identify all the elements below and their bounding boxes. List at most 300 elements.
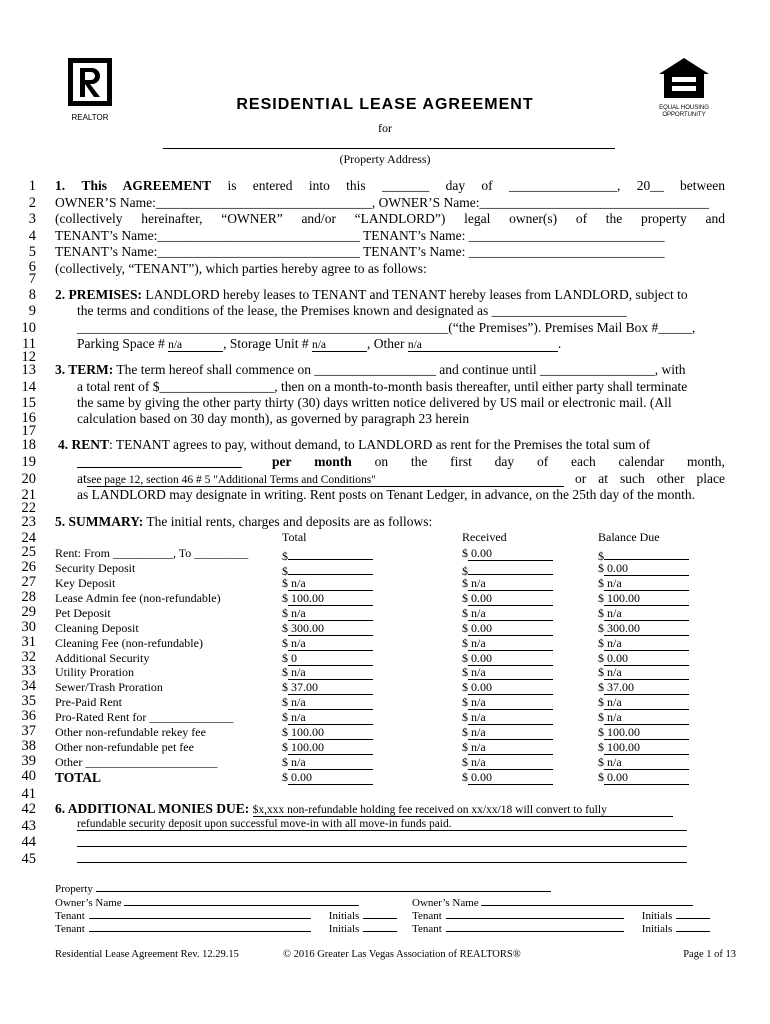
summary-total-value: 100.00 bbox=[288, 741, 373, 755]
other-value: n/a bbox=[407, 339, 422, 351]
summary-total-cell[interactable] bbox=[282, 740, 373, 755]
currency-symbol: $ bbox=[282, 621, 288, 635]
currency-symbol: $ bbox=[598, 755, 604, 769]
section2-line4: Parking Space # n/a , Storage Unit # n/a , Other n/a . bbox=[77, 336, 562, 351]
summary-received-cell[interactable] bbox=[462, 636, 553, 651]
line-number: 1 bbox=[28, 178, 36, 194]
currency-symbol: $ bbox=[462, 546, 468, 560]
line-number: 30 bbox=[21, 619, 36, 635]
summary-balance-cell[interactable] bbox=[598, 770, 689, 785]
summary-balance-value: 300.00 bbox=[604, 622, 689, 636]
section6-line1 bbox=[55, 801, 673, 817]
footer-tenant-row bbox=[412, 908, 710, 922]
parking-label: Parking Space # bbox=[77, 336, 165, 351]
section1-num: 1. bbox=[55, 178, 66, 193]
summary-received-value: 0.00 bbox=[468, 622, 553, 636]
summary-total-cell[interactable] bbox=[282, 651, 373, 666]
footer-initials-field[interactable] bbox=[676, 908, 710, 919]
footer-tenant-row bbox=[55, 908, 397, 922]
summary-row-label: Key Deposit bbox=[55, 576, 116, 590]
section4-l1-rest: : TENANT agrees to pay, without demand, to LANDLORD as rent for the Premises the total sum of bbox=[109, 437, 651, 452]
section4-line4: as LANDLORD may designate in writing. Rent posts on Tenant Ledger, in advance, on the 25th day of the month. bbox=[77, 487, 696, 502]
currency-symbol: $ bbox=[462, 576, 468, 590]
summary-balance-value: 37.00 bbox=[604, 681, 689, 695]
line-number: 8 bbox=[28, 287, 36, 303]
line-number: 10 bbox=[21, 320, 36, 336]
summary-balance-value: 0.00 bbox=[604, 771, 689, 785]
summary-row-label: Additional Security bbox=[55, 651, 150, 665]
summary-received-value: 0.00 bbox=[468, 592, 553, 606]
summary-row-label: Sewer/Trash Proration bbox=[55, 680, 163, 694]
summary-received-value: n/a bbox=[468, 607, 553, 621]
currency-symbol: $ bbox=[282, 576, 288, 590]
summary-row-label: Security Deposit bbox=[55, 561, 136, 575]
currency-symbol: $ bbox=[282, 680, 288, 694]
summary-balance-value: n/a bbox=[604, 756, 689, 770]
summary-received-cell[interactable] bbox=[462, 710, 553, 725]
summary-row-label: Cleaning Deposit bbox=[55, 621, 139, 635]
summary-received-cell[interactable] bbox=[462, 740, 553, 755]
line-number: 27 bbox=[21, 574, 36, 590]
summary-balance-cell[interactable] bbox=[598, 561, 689, 576]
footer-tenant-row bbox=[55, 921, 397, 935]
line-number: 28 bbox=[21, 589, 36, 605]
word-month: month bbox=[314, 454, 352, 469]
line-number: 21 bbox=[21, 487, 36, 503]
additional-monies-value-1: $x,xxx non-refundable holding fee received on xx/xx/18 will convert to fully bbox=[252, 804, 607, 816]
section5-line1 bbox=[55, 514, 432, 530]
footer-tenant-label: Tenant bbox=[55, 910, 85, 922]
summary-total-cell[interactable] bbox=[282, 621, 373, 636]
section1-line2[interactable]: OWNER’S Name:________________________________, OWNER’S Name:__________________________________ bbox=[55, 195, 709, 210]
currency-symbol: $ bbox=[598, 636, 604, 650]
summary-received-cell[interactable] bbox=[462, 651, 553, 666]
line-number: 37 bbox=[21, 723, 36, 739]
summary-total-cell[interactable] bbox=[282, 591, 373, 606]
summary-balance-cell[interactable] bbox=[598, 695, 689, 710]
summary-total-value: n/a bbox=[288, 607, 373, 621]
section3-l1-rest[interactable]: The term hereof shall commence on __________________ and continue until _________________, with bbox=[116, 362, 686, 377]
currency-symbol: $ bbox=[282, 591, 288, 605]
summary-received-value: n/a bbox=[468, 741, 553, 755]
summary-balance-cell[interactable] bbox=[598, 591, 689, 606]
currency-symbol: $ bbox=[462, 651, 468, 665]
parking-value: n/a bbox=[168, 339, 183, 351]
section1-line6: (collectively, “TENANT”), which parties hereby agree to as follows: bbox=[55, 261, 427, 276]
summary-row-label: Other non-refundable pet fee bbox=[55, 740, 194, 754]
line-number: 19 bbox=[21, 454, 36, 470]
word-on: on bbox=[374, 454, 389, 469]
summary-balance-cell[interactable] bbox=[598, 680, 689, 695]
currency-symbol: $ bbox=[598, 665, 604, 679]
property-address-label: (Property Address) bbox=[339, 152, 431, 166]
currency-symbol: $ bbox=[462, 710, 468, 724]
summary-balance-cell[interactable] bbox=[598, 576, 689, 591]
section2-l1-rest: LANDLORD hereby leases to TENANT and TENANT hereby leases from LANDLORD, subject to bbox=[145, 287, 688, 302]
currency-symbol: $ bbox=[598, 606, 604, 620]
summary-balance-value: 100.00 bbox=[604, 726, 689, 740]
col-balance-header: Balance Due bbox=[598, 530, 660, 544]
word-the: the bbox=[410, 454, 428, 469]
line-number: 5 bbox=[28, 244, 36, 260]
currency-symbol: $ bbox=[462, 770, 468, 784]
line-number: 45 bbox=[21, 851, 36, 867]
house-icon bbox=[655, 56, 713, 100]
summary-total-cell[interactable] bbox=[282, 665, 373, 680]
other-label: , Other bbox=[366, 336, 405, 351]
summary-balance-value: n/a bbox=[604, 637, 689, 651]
summary-row-label: Pre-Paid Rent bbox=[55, 695, 122, 709]
currency-symbol: $ bbox=[282, 710, 288, 724]
currency-symbol: $ bbox=[282, 651, 288, 665]
line-number: 41 bbox=[21, 786, 36, 802]
currency-symbol: $ bbox=[462, 680, 468, 694]
line-number: 43 bbox=[21, 818, 36, 834]
section3-line4: calculation based on 30 day month), as governed by paragraph 23 herein bbox=[77, 411, 470, 426]
footer-page: Page 1 of 13 bbox=[683, 949, 736, 960]
summary-total-cell[interactable] bbox=[282, 710, 373, 725]
currency-symbol: $ bbox=[282, 549, 288, 563]
footer-tenant-field[interactable] bbox=[446, 921, 624, 932]
summary-balance-value: 0.00 bbox=[604, 652, 689, 666]
line-number: 39 bbox=[21, 753, 36, 769]
summary-row-label: TOTAL bbox=[55, 770, 102, 785]
line-number: 12 bbox=[21, 349, 36, 365]
currency-symbol: $ bbox=[462, 665, 468, 679]
summary-received-cell[interactable] bbox=[462, 591, 553, 606]
footer-tenant-row bbox=[412, 921, 710, 935]
line-number: 44 bbox=[21, 834, 36, 850]
currency-symbol: $ bbox=[282, 665, 288, 679]
line-number: 38 bbox=[21, 738, 36, 754]
currency-symbol: $ bbox=[462, 740, 468, 754]
currency-symbol: $ bbox=[598, 651, 604, 665]
currency-symbol: $ bbox=[462, 725, 468, 739]
footer-initials-label: Initials bbox=[641, 910, 673, 922]
storage-label: , Storage Unit # bbox=[223, 336, 309, 351]
summary-total-value bbox=[288, 546, 373, 560]
additional-monies-field-2[interactable] bbox=[77, 818, 687, 831]
section6-heading: 6. ADDITIONAL MONIES DUE: bbox=[55, 801, 250, 816]
col-total-header: Total bbox=[282, 530, 307, 544]
footer-rev: Residential Lease Agreement Rev. 12.29.15 bbox=[55, 949, 239, 960]
summary-total-value: n/a bbox=[288, 666, 373, 680]
summary-received-cell[interactable] bbox=[462, 755, 553, 770]
word-per: per bbox=[272, 454, 292, 469]
summary-total-value: n/a bbox=[288, 637, 373, 651]
summary-row-label: Other ______________________ bbox=[55, 755, 218, 769]
summary-total-value: n/a bbox=[288, 756, 373, 770]
summary-total-cell[interactable] bbox=[282, 636, 373, 651]
summary-received-value: 0.00 bbox=[468, 681, 553, 695]
section5-heading: 5. SUMMARY: bbox=[55, 514, 144, 529]
summary-received-cell[interactable] bbox=[462, 680, 553, 695]
summary-row-label: Rent: From __________, To _________ bbox=[55, 546, 249, 560]
currency-symbol: $ bbox=[598, 710, 604, 724]
word-calendar: calendar bbox=[618, 454, 665, 469]
rent-location-value: see page 12, section 46 # 5 "Additional Terms and Conditions" bbox=[86, 474, 376, 486]
for-label: for bbox=[378, 121, 392, 135]
line-number: 29 bbox=[21, 604, 36, 620]
section2-heading: 2. PREMISES: bbox=[55, 287, 143, 302]
currency-symbol: $ bbox=[462, 695, 468, 709]
summary-total-value: 37.00 bbox=[288, 681, 373, 695]
section3-line1 bbox=[55, 362, 686, 378]
currency-symbol: $ bbox=[282, 770, 288, 784]
summary-balance-value: 0.00 bbox=[604, 562, 689, 576]
summary-total-cell[interactable] bbox=[282, 695, 373, 710]
footer-property-field[interactable] bbox=[96, 881, 551, 892]
footer-initials-field[interactable] bbox=[363, 921, 397, 932]
line-number: 18 bbox=[21, 437, 36, 453]
summary-total-value: 100.00 bbox=[288, 592, 373, 606]
line-number: 40 bbox=[21, 768, 36, 784]
footer-tenant-label: Tenant bbox=[412, 910, 442, 922]
line-number: 26 bbox=[21, 559, 36, 575]
line-number: 7 bbox=[28, 271, 36, 287]
footer-tenant-field[interactable] bbox=[89, 921, 311, 932]
summary-received-value: n/a bbox=[468, 711, 553, 725]
additional-monies-value-2: refundable security deposit upon successful move-in with all move-in funds paid. bbox=[77, 818, 452, 830]
summary-total-cell[interactable] bbox=[282, 755, 373, 770]
footer-tenant-label: Tenant bbox=[55, 923, 85, 935]
currency-symbol: $ bbox=[598, 549, 604, 563]
section4-line3 bbox=[77, 471, 564, 487]
line-number: 9 bbox=[28, 303, 36, 319]
summary-total-value: n/a bbox=[288, 577, 373, 591]
currency-symbol: $ bbox=[462, 755, 468, 769]
additional-monies-field-1[interactable] bbox=[253, 804, 673, 817]
word-month-end: month, bbox=[687, 454, 725, 469]
currency-symbol: $ bbox=[598, 725, 604, 739]
summary-received-cell[interactable] bbox=[462, 665, 553, 680]
footer-owner-2-field[interactable] bbox=[481, 895, 693, 906]
summary-balance-cell[interactable] bbox=[598, 740, 689, 755]
summary-balance-cell[interactable] bbox=[598, 636, 689, 651]
summary-total-value: 0 bbox=[288, 652, 373, 666]
footer-copyright: © 2016 Greater Las Vegas Association of REALTORS® bbox=[283, 949, 521, 960]
currency-symbol: $ bbox=[598, 770, 604, 784]
footer-tenant-label: Tenant bbox=[412, 923, 442, 935]
summary-balance-value: n/a bbox=[604, 577, 689, 591]
summary-total-value: 300.00 bbox=[288, 622, 373, 636]
footer-initials-label: Initials bbox=[641, 923, 673, 935]
line-number: 32 bbox=[21, 649, 36, 665]
summary-total-value: 0.00 bbox=[288, 771, 373, 785]
line-number: 34 bbox=[21, 678, 36, 694]
line-number: 24 bbox=[21, 530, 36, 546]
currency-symbol: $ bbox=[282, 606, 288, 620]
eho-line-2: OPPORTUNITY bbox=[662, 112, 706, 118]
realtor-label: REALTOR bbox=[71, 113, 109, 122]
currency-symbol: $ bbox=[462, 606, 468, 620]
summary-balance-value: n/a bbox=[604, 607, 689, 621]
summary-received-value: 0.00 bbox=[468, 547, 553, 561]
summary-received-cell[interactable] bbox=[462, 576, 553, 591]
currency-symbol: $ bbox=[282, 564, 288, 578]
footer-tenant-field[interactable] bbox=[89, 908, 311, 919]
additional-monies-line-3[interactable] bbox=[77, 846, 687, 847]
line-number: 33 bbox=[21, 663, 36, 679]
footer-initials-field[interactable] bbox=[676, 921, 710, 932]
line-number: 20 bbox=[21, 471, 36, 487]
section3-line3: the same by giving the other party thirty (30) days written notice delivered by US mail or electronic mail. (All bbox=[77, 395, 672, 410]
section1-line4[interactable]: TENANT’s Name:______________________________ TENANT’s Name: _____________________________ bbox=[55, 228, 665, 243]
storage-unit-field[interactable] bbox=[312, 339, 367, 352]
section4-line2 bbox=[272, 454, 725, 470]
summary-total-value: 100.00 bbox=[288, 726, 373, 740]
summary-received-value: n/a bbox=[468, 577, 553, 591]
line-number: 17 bbox=[21, 423, 36, 439]
word-first: first bbox=[450, 454, 472, 469]
section4-l3-prefix: at bbox=[77, 471, 87, 486]
footer-owner-1-label: Owner’s Name bbox=[55, 897, 122, 909]
section1-line3: (collectively hereinafter, “OWNER” and/or “LANDLORD”) legal owner(s) of the property and bbox=[55, 211, 725, 226]
section3-line2[interactable]: a total rent of $_________________, then on a month-to-month basis thereafter, until either party shall terminate bbox=[77, 379, 688, 394]
line-number: 36 bbox=[21, 708, 36, 724]
footer-property bbox=[55, 881, 551, 895]
summary-total-cell[interactable] bbox=[282, 606, 373, 621]
section6-line2 bbox=[77, 818, 687, 831]
other-field[interactable] bbox=[408, 339, 558, 352]
summary-balance-value bbox=[604, 546, 689, 560]
line-number: 4 bbox=[28, 228, 36, 244]
summary-received-cell[interactable] bbox=[462, 606, 553, 621]
line-number: 14 bbox=[21, 379, 36, 395]
footer-owner-2 bbox=[412, 895, 693, 909]
summary-row-label: Lease Admin fee (non-refundable) bbox=[55, 591, 221, 605]
currency-symbol: $ bbox=[282, 740, 288, 754]
summary-received-cell[interactable] bbox=[462, 546, 553, 561]
line-number: 15 bbox=[21, 395, 36, 411]
storage-value: n/a bbox=[311, 339, 327, 351]
summary-received-value bbox=[468, 561, 553, 575]
col-received-header: Received bbox=[462, 530, 507, 544]
summary-received-value: n/a bbox=[468, 637, 553, 651]
section2-line3[interactable]: _______________________________________________________(“the Premises”). Premises Mail Box #_____, bbox=[77, 320, 696, 335]
summary-received-cell[interactable] bbox=[462, 695, 553, 710]
section3-heading: 3. TERM: bbox=[55, 362, 114, 377]
summary-received-value: n/a bbox=[468, 756, 553, 770]
summary-balance-cell[interactable] bbox=[598, 606, 689, 621]
footer-tenant-field[interactable] bbox=[446, 908, 624, 919]
summary-total-cell[interactable] bbox=[282, 725, 373, 740]
summary-received-value: n/a bbox=[468, 726, 553, 740]
summary-balance-cell[interactable] bbox=[598, 651, 689, 666]
currency-symbol: $ bbox=[598, 740, 604, 754]
summary-total-cell[interactable] bbox=[282, 770, 373, 785]
section2-line1 bbox=[55, 287, 688, 303]
currency-symbol: $ bbox=[462, 636, 468, 650]
summary-total-value: n/a bbox=[288, 696, 373, 710]
word-of: of bbox=[536, 454, 549, 469]
page-title: RESIDENTIAL LEASE AGREEMENT bbox=[236, 96, 534, 113]
currency-symbol: $ bbox=[598, 695, 604, 709]
section4-l3-suffix: or at such other place bbox=[575, 471, 725, 486]
currency-symbol: $ bbox=[282, 725, 288, 739]
footer-initials-field[interactable] bbox=[363, 908, 397, 919]
summary-balance-value: n/a bbox=[604, 696, 689, 710]
line-number: 23 bbox=[21, 514, 36, 530]
summary-received-cell[interactable] bbox=[462, 621, 553, 636]
currency-symbol: $ bbox=[598, 561, 604, 575]
section1-l1-rest[interactable]: is entered into this _______ day of ________________, 20__ between bbox=[227, 178, 726, 193]
currency-symbol: $ bbox=[282, 755, 288, 769]
summary-row-label: Other non-refundable rekey fee bbox=[55, 725, 206, 739]
section4-heading: 4. RENT bbox=[58, 437, 110, 452]
section4-line1 bbox=[58, 437, 650, 453]
currency-symbol: $ bbox=[462, 564, 468, 578]
summary-total-cell[interactable] bbox=[282, 576, 373, 591]
section2-line2[interactable]: the terms and conditions of the lease, the Premises known and designated as ____________________ bbox=[77, 303, 627, 318]
summary-balance-cell[interactable] bbox=[598, 725, 689, 740]
summary-total-value: n/a bbox=[288, 711, 373, 725]
line-number: 25 bbox=[21, 544, 36, 560]
summary-balance-cell[interactable] bbox=[598, 665, 689, 680]
line-number: 22 bbox=[21, 500, 36, 516]
line-number: 11 bbox=[22, 336, 36, 352]
summary-row-label: Pet Deposit bbox=[55, 606, 111, 620]
footer-initials-label: Initials bbox=[328, 910, 360, 922]
parking-space-field[interactable] bbox=[168, 339, 223, 352]
currency-symbol: $ bbox=[462, 591, 468, 605]
line-number: 42 bbox=[21, 801, 36, 817]
rent-location-field[interactable] bbox=[87, 474, 564, 487]
currency-symbol: $ bbox=[462, 621, 468, 635]
footer-owner-2-label: Owner’s Name bbox=[412, 897, 479, 909]
currency-symbol: $ bbox=[282, 636, 288, 650]
summary-total-cell[interactable] bbox=[282, 680, 373, 695]
currency-symbol: $ bbox=[598, 621, 604, 635]
summary-received-cell[interactable] bbox=[462, 770, 553, 785]
additional-monies-line-4[interactable] bbox=[77, 862, 687, 863]
line-number: 31 bbox=[21, 634, 36, 650]
currency-symbol: $ bbox=[282, 695, 288, 709]
footer-owner-1-field[interactable] bbox=[124, 895, 359, 906]
summary-balance-value: n/a bbox=[604, 666, 689, 680]
section1-lead: This AGREEMENT bbox=[81, 178, 212, 193]
rent-amount-line[interactable] bbox=[77, 467, 242, 468]
summary-received-value: n/a bbox=[468, 696, 553, 710]
line-number: 2 bbox=[28, 195, 36, 211]
summary-received-value: 0.00 bbox=[468, 652, 553, 666]
summary-received-cell[interactable] bbox=[462, 725, 553, 740]
line-number: 13 bbox=[21, 362, 36, 378]
summary-balance-cell[interactable] bbox=[598, 710, 689, 725]
word-each: each bbox=[570, 454, 596, 469]
footer-owner-1 bbox=[55, 895, 359, 909]
section5-intro: The initial rents, charges and deposits are as follows: bbox=[146, 514, 433, 529]
summary-balance-value: 100.00 bbox=[604, 741, 689, 755]
line-number: 16 bbox=[21, 410, 36, 426]
line-number: 6 bbox=[28, 259, 36, 275]
summary-balance-value: n/a bbox=[604, 711, 689, 725]
footer-initials-label: Initials bbox=[328, 923, 360, 935]
summary-received-value: n/a bbox=[468, 666, 553, 680]
eho-line-1: EQUAL HOUSING bbox=[659, 105, 709, 111]
currency-symbol: $ bbox=[598, 680, 604, 694]
property-address-line[interactable] bbox=[163, 148, 615, 149]
summary-row-label: Pro-Rated Rent for ______________ bbox=[55, 710, 234, 724]
summary-row-label: Utility Proration bbox=[55, 665, 134, 679]
summary-balance-cell[interactable] bbox=[598, 621, 689, 636]
currency-symbol: $ bbox=[598, 576, 604, 590]
summary-row-label: Cleaning Fee (non-refundable) bbox=[55, 636, 203, 650]
section1-line5[interactable]: TENANT’s Name:______________________________ TENANT’s Name: _____________________________ bbox=[55, 244, 665, 259]
line-number: 3 bbox=[28, 211, 36, 227]
summary-balance-cell[interactable] bbox=[598, 755, 689, 770]
summary-balance-value: 100.00 bbox=[604, 592, 689, 606]
